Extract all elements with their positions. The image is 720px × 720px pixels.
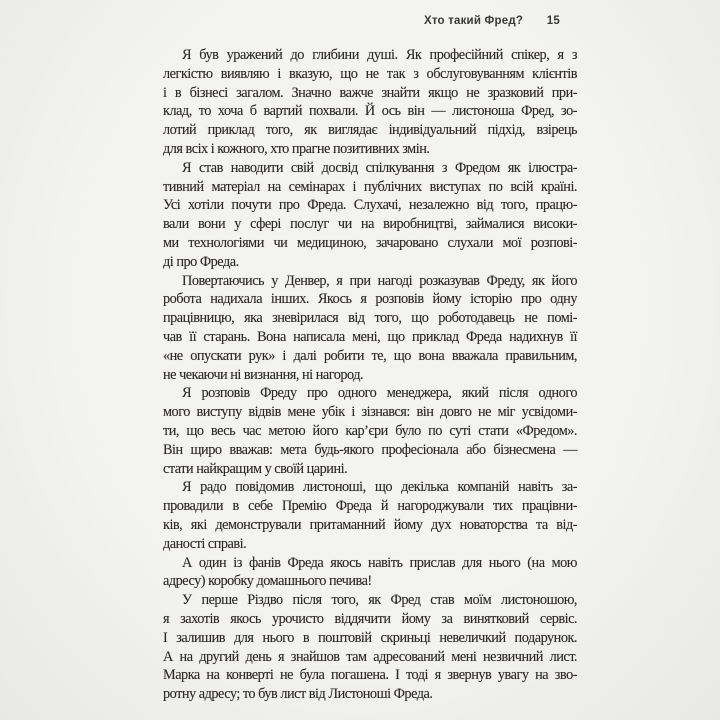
text-line: А на другий день я знайшов там адресований мені незвичний лист. [163,648,577,665]
paragraph [163,478,577,553]
paragraph [163,46,577,159]
text-line: Я радо повідомив листоноші, що декілька компаній навіть за- [182,479,577,496]
text-line: лотий приклад того, як виглядає індивідуальний підхід, взірець [163,122,577,139]
text-line: У перше Різдво після того, як Фред став моїм листоношою, [182,592,577,609]
running-header [424,15,560,27]
text-line: вали вони у сфері послуг чи на виробництві, займалися високи- [163,216,577,233]
text-line: стати найкращим у своїй царині. [163,460,348,477]
text-line: Я був уражений до глибини душі. Як професійний спікер, я з [182,47,577,63]
body-text [163,46,577,704]
text-line: ми технологіями чи медициною, зачаровано слухали мої розпові- [163,234,577,251]
text-line: Він щиро вважав: мета будь-якого професіонала або бізнесмена — [163,441,577,458]
paragraph [163,591,577,704]
text-line: я захотів якось урочисто віддячити йому за винятковий сервіс. [163,610,577,627]
text-line: ків, які демонстрували притаманний йому дух новаторства та від- [163,516,577,533]
text-line: не чекаючи ні визнання, ні нагород. [163,366,364,383]
text-line: працівницю, яка зневірилася від того, що роботодавець не помі- [163,310,577,327]
paragraph [163,272,577,385]
text-line: адресу) коробку домашнього печива! [163,573,372,590]
text-line: даності справі. [163,535,247,552]
text-line: Марка на конверті не була погашена. І тоді я звернув увагу на зво- [163,667,577,684]
text-line: чав її старань. Вона написала мені, що приклад Фреда надихнув її [163,328,577,345]
text-line: Повертаючись у Денвер, я при нагоді розказував Фреду, як його [182,272,577,289]
text-line: ти, що весь час метою його кар’єри було по суті стати «Фредом». [163,422,577,439]
paragraph [163,159,577,272]
text-line: провадили в себе Премію Фреда й нагороджували тих працівни- [163,498,577,515]
text-line: мого виступу відвів мене убік і зізнався: він довго не міг усвідоми- [163,404,577,421]
paragraph [163,554,577,592]
text-line: А один із фанів Фреда якось навіть прислав для нього (на мою [182,554,577,571]
running-header-title: Хто такий Фред? [424,15,524,27]
text-line: Я став наводити свій досвід спілкування з Фредом як ілюстра- [182,159,577,176]
text-line: Я розповів Фреду про одного менеджера, який після одного [182,385,577,402]
text-line: «не опускати рук» і далі робити те, що вона вважала правильним, [163,347,577,364]
paragraph [163,384,577,478]
text-line: і в бізнесі загалом. Значно важче знайти якщо не зразковий при- [163,84,577,101]
text-line: робота надихала інших. Якось я розповів йому історію про одну [163,291,577,308]
text-line: клад, то хоча б вартий похвали. Й ось він — листоноша Фред, зо- [163,103,577,120]
page-number: 15 [546,15,560,27]
text-line: для всіх і кожного, хто прагне позитивних змін. [163,140,430,157]
text-line: Усі хотіли почути про Фреда. Слухачі, незалежно від того, працю- [163,197,577,214]
text-line: легкістю виявляю і вказую, що не так з обслуговуванням клієнтів [163,65,577,82]
text-line: І залишив для нього в поштовій скриньці невеличкий подарунок. [163,629,577,646]
text-line: ротну адресу; то був лист від Листоноші Фреда. [163,686,433,703]
text-line: ді про Фреда. [163,253,239,270]
text-line: тивний матеріал на семінарах і публічних виступах по всій країні. [163,178,577,195]
